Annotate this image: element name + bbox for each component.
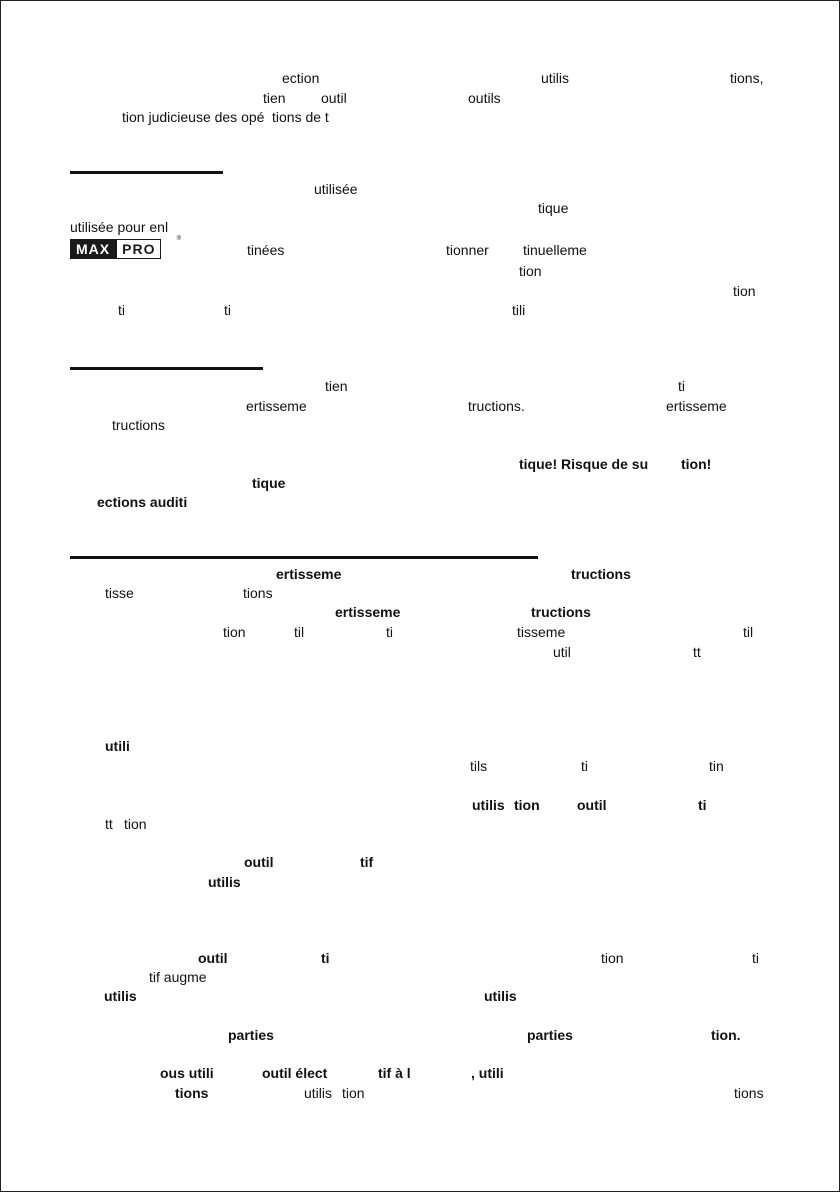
text-fragment: tions bbox=[734, 1085, 764, 1101]
text-fragment: tion bbox=[733, 283, 756, 299]
text-fragment: ertisseme bbox=[666, 398, 727, 414]
text-fragment: ti bbox=[752, 950, 759, 966]
text-fragment: tions bbox=[175, 1085, 209, 1101]
text-fragment: tt bbox=[693, 644, 701, 660]
text-fragment: util bbox=[553, 644, 571, 660]
text-fragment: tion bbox=[124, 816, 147, 832]
text-fragment: ti bbox=[581, 758, 588, 774]
text-fragment: ertisseme bbox=[246, 398, 307, 414]
warning-fragment: tique! Risque de su bbox=[519, 456, 649, 472]
text-fragment: ti bbox=[321, 950, 330, 966]
text-fragment: utilis bbox=[304, 1085, 333, 1101]
section-rule bbox=[70, 171, 223, 174]
text-fragment: tion bbox=[601, 950, 624, 966]
text-fragment: tionner bbox=[446, 242, 489, 258]
text-fragment: til bbox=[294, 624, 305, 640]
logo-pro: PRO bbox=[116, 239, 161, 259]
text-fragment: tinuelleme bbox=[523, 242, 587, 258]
text-fragment: tion. bbox=[711, 1027, 741, 1043]
text-fragment: , utili bbox=[471, 1065, 504, 1081]
text-fragment: ertisseme bbox=[276, 566, 342, 582]
text-fragment: tisseme bbox=[517, 624, 566, 640]
text-fragment: ection bbox=[282, 70, 320, 86]
text-fragment: tructions bbox=[531, 604, 591, 620]
text-fragment: utilisée pour enl bbox=[70, 219, 169, 235]
text-fragment: tisse bbox=[105, 585, 134, 601]
text-fragment: outil bbox=[577, 797, 607, 813]
text-fragment: tions bbox=[243, 585, 273, 601]
text-fragment: tion bbox=[223, 624, 246, 640]
maxpro-logo bbox=[70, 236, 181, 259]
logo-max: MAX bbox=[70, 239, 116, 259]
text-fragment: outil bbox=[244, 854, 274, 870]
text-fragment: tructions. bbox=[468, 398, 525, 414]
text-fragment: tructions bbox=[112, 417, 165, 433]
text-fragment: utilis bbox=[208, 874, 241, 890]
text-fragment: tif à l bbox=[378, 1065, 411, 1081]
text-fragment: tien bbox=[263, 90, 286, 106]
text-fragment: tin bbox=[709, 758, 724, 774]
text-fragment: tion bbox=[514, 797, 540, 813]
warning-fragment: ections auditi bbox=[97, 494, 188, 510]
text-fragment: utili bbox=[105, 738, 130, 754]
text-fragment: utilisée bbox=[314, 181, 358, 197]
text-fragment: utilis bbox=[104, 988, 137, 1004]
text-fragment: ti bbox=[678, 378, 685, 394]
text-fragment: tien bbox=[325, 378, 348, 394]
text-fragment: til bbox=[743, 624, 754, 640]
text-fragment: ertisseme bbox=[335, 604, 401, 620]
text-fragment: tif bbox=[360, 854, 374, 870]
section-rule bbox=[70, 556, 538, 559]
registered-mark: ® bbox=[176, 236, 181, 242]
text-fragment: ti bbox=[224, 302, 231, 318]
text-fragment: tion bbox=[519, 263, 542, 279]
warning-fragment: tion! bbox=[681, 456, 712, 472]
text-fragment: utilis bbox=[472, 797, 505, 813]
warning-fragment: tique bbox=[252, 475, 286, 491]
text-fragment: outil bbox=[321, 90, 347, 106]
text-fragment: ti bbox=[118, 302, 125, 318]
text-fragment: tif augme bbox=[149, 969, 207, 985]
text-fragment: ous utili bbox=[160, 1065, 214, 1081]
text-fragment: tique bbox=[538, 200, 569, 216]
text-fragment: tt bbox=[105, 816, 113, 832]
text-fragment: tion bbox=[342, 1085, 365, 1101]
text-fragment: tructions bbox=[571, 566, 631, 582]
text-fragment: tinées bbox=[247, 242, 285, 258]
text-fragment: ti bbox=[698, 797, 707, 813]
text-fragment: tion judicieuse des opé bbox=[122, 109, 265, 125]
text-fragment: parties bbox=[527, 1027, 573, 1043]
text-fragment: tions de t bbox=[272, 109, 329, 125]
text-fragment: utilis bbox=[541, 70, 570, 86]
text-fragment: tili bbox=[512, 302, 526, 318]
text-fragment: outil bbox=[198, 950, 228, 966]
text-fragment: outils bbox=[468, 90, 501, 106]
text-fragment: tions, bbox=[730, 70, 764, 86]
text-fragment: outil élect bbox=[262, 1065, 328, 1081]
section-rule bbox=[70, 367, 263, 370]
text-fragment: ti bbox=[386, 624, 393, 640]
text-fragment: parties bbox=[228, 1027, 274, 1043]
text-fragment: tils bbox=[470, 758, 488, 774]
text-fragment: utilis bbox=[484, 988, 517, 1004]
